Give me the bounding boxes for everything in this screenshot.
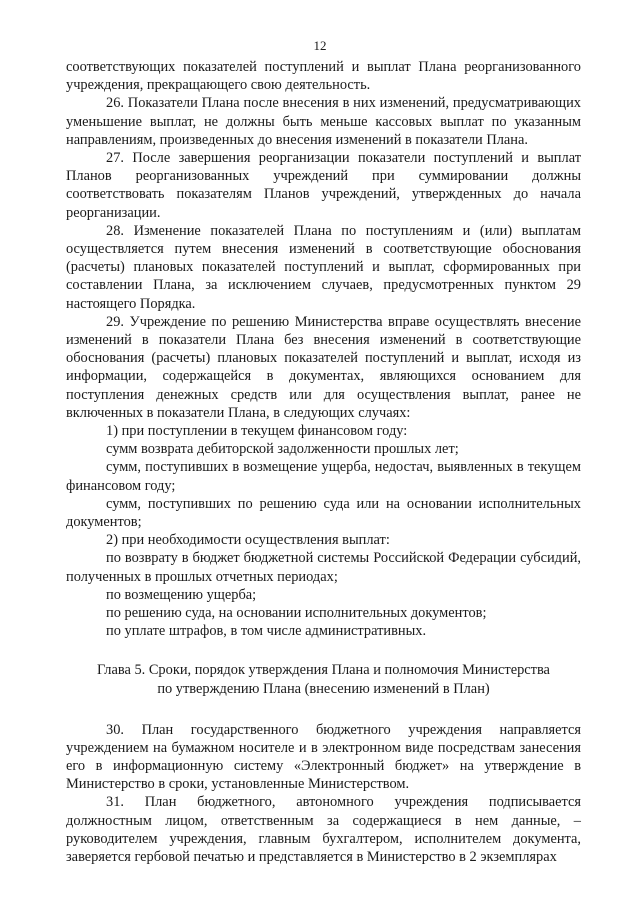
list-item-income: 1) при поступлении в текущем финансовом году: — [106, 423, 408, 440]
paragraph-28: 28. Изменение показателей Плана по поступлениям и (или) выплатам осуществляется путем внесения изменений в соответствующие обоснования (расчеты) плановых показателей поступлений и выплат, сформированных при составлении Плана, за исключением случаев, предусмотренных пунктом 29 настоящего Порядка. — [66, 222, 581, 312]
list-subitem-damages: сумм, поступивших в возмещение ущерба, недостач, выявленных в текущем финансовом году; — [66, 459, 581, 494]
paragraph-26: 26. Показатели Плана после внесения в них изменений, предусматривающих уменьшение выплат, не должны быть меньше кассовых выплат по указанным направлениям, произведенных до внесения изменений в показатели Плана. — [66, 95, 581, 148]
list-item-payments: 2) при необходимости осуществления выплат: — [106, 532, 390, 549]
chapter-heading — [66, 661, 581, 699]
chapter-heading-line2: по утверждению Плана (внесению изменений в План) — [157, 680, 490, 697]
paragraph-continuation: соответствующих показателей поступлений и выплат Плана реорганизованного учреждения, прекращающего свою деятельность. — [66, 59, 581, 94]
paragraph-27: 27. После завершения реорганизации показатели поступлений и выплат Планов реорганизованных учреждений при суммировании должны соответствовать показателям Планов учреждений, утвержденных до начала реорганизации. — [66, 150, 581, 221]
chapter-heading-line1: Глава 5. Сроки, порядок утверждения Плана и полномочия Министерства — [97, 661, 550, 678]
paragraph-31: 31. План бюджетного, автономного учреждения подписывается должностным лицом, ответственным за содержащиеся в нем данные, – руководителем учреждения, главным бухгалтером, исполнителем документа, заверяется гербовой печатью и представляется в Министерство в 2 экземплярах — [66, 794, 581, 865]
list-subitem-damage-compensation: по возмещению ущерба; — [106, 586, 257, 603]
document-body — [66, 58, 581, 866]
list-subitem-court-decision: по решению суда, на основании исполнительных документов; — [106, 605, 487, 622]
paragraph-29: 29. Учреждение по решению Министерства вправе осуществлять внесение изменений в показатели Плана без внесения изменений в соответствующие обоснования (расчеты) плановых показателей поступлений и выплат, исходя из информации, содержащейся в документах, являющихся основанием для поступления денежных средств или для осуществления выплат, ранее не включенных в показатели Плана, в следующих случаях: — [66, 313, 581, 421]
page-number: 12 — [313, 38, 327, 53]
list-subitem-receivables: сумм возврата дебиторской задолженности прошлых лет; — [106, 441, 459, 458]
list-subitem-court: сумм, поступивших по решению суда или на основании исполнительных документов; — [66, 495, 581, 531]
paragraph-30: 30. План государственного бюджетного учреждения направляется учреждением на бумажном носителе и в электронном виде посредствам занесения его в информационную систему «Электронный бюджет» на утверждение в Министерство в сроки, установленные Министерством. — [66, 721, 581, 793]
list-subitem-subsidy-return: по возврату в бюджет бюджетной системы Российской Федерации субсидий, полученных в прошлых отчетных периодах; — [66, 550, 581, 585]
list-subitem-fines: по уплате штрафов, в том числе административных. — [106, 623, 427, 640]
